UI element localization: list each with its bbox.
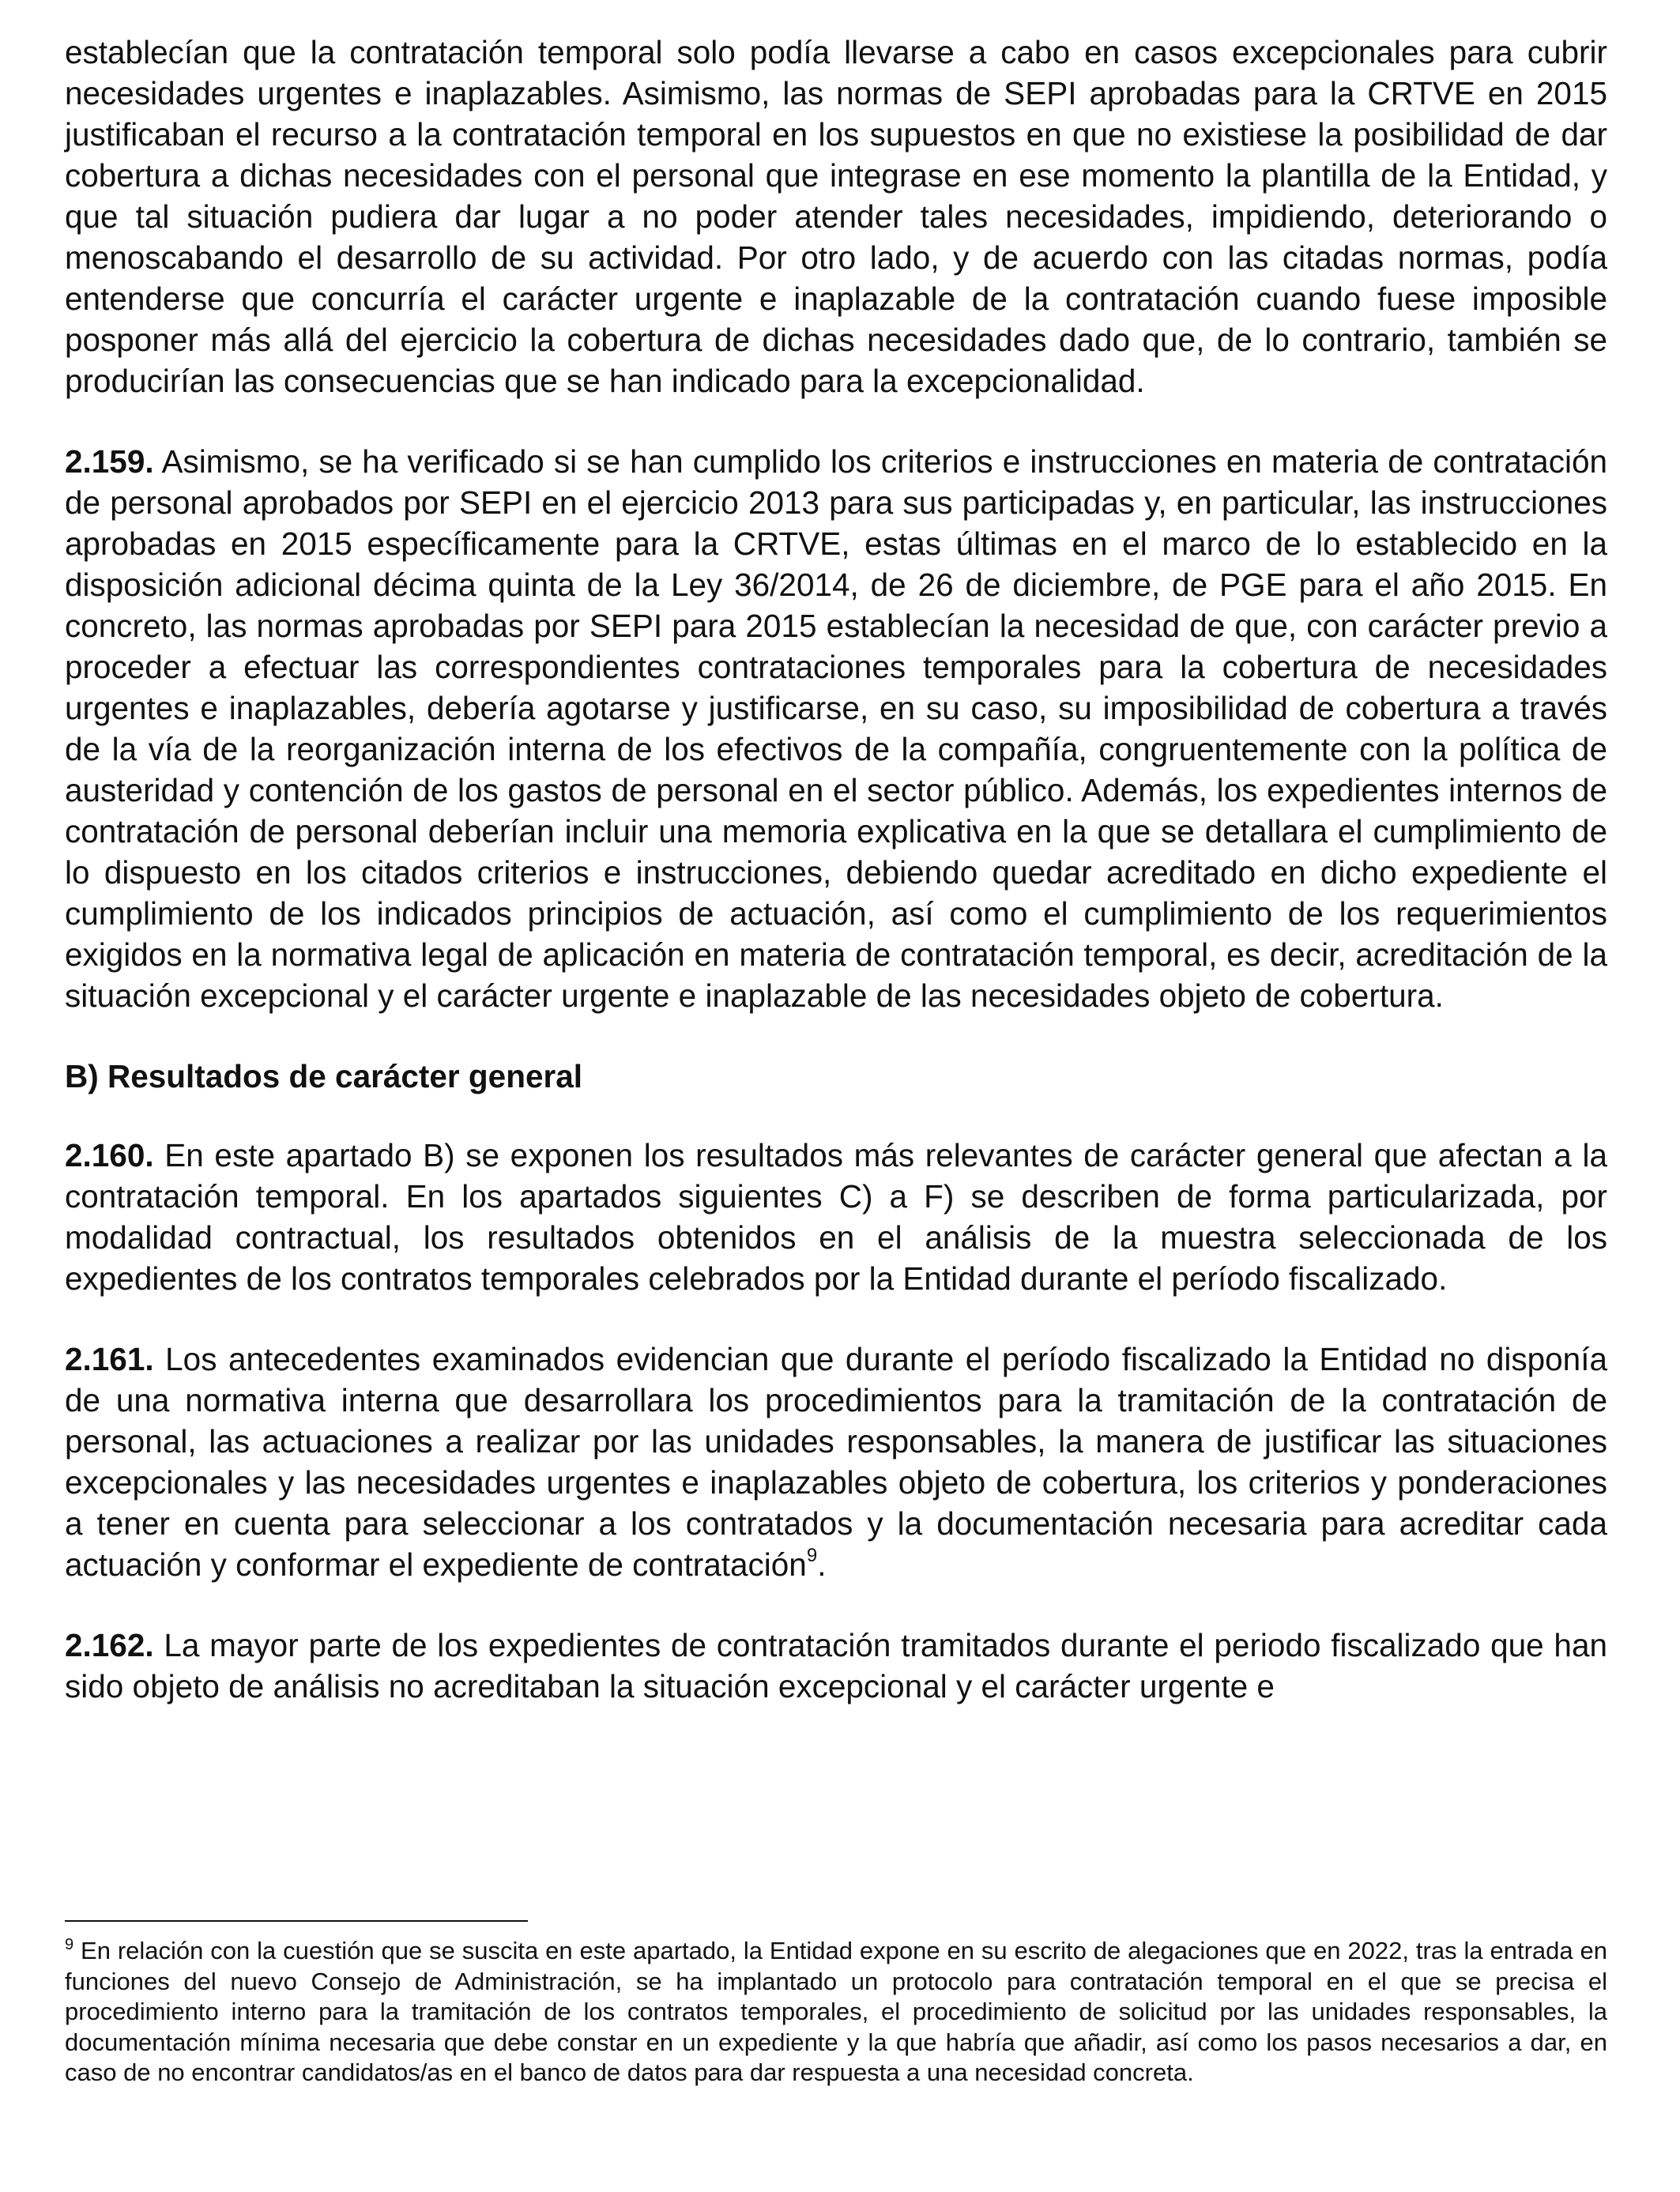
section-heading: B) Resultados de carácter general <box>65 1058 583 1094</box>
footnote-text: En relación con la cuestión que se suscita en este apartado, la Entidad expone en su escrito de alegaciones que en 2022, tras la entrada en funciones del nuevo Consejo de Administración, se ha implantado un protocolo para contratación temporal en el que se precisa el procedimiento interno para la tramitación de los contratos temporales, el procedimiento de solicitud por las unidades responsables, la documentación mínima necesaria que debe constar en un expediente y la que habría que añadir, así como los pasos necesarios a dar, en caso de no encontrar candidatos/as en el banco de datos para dar respuesta a una necesidad concreta. <box>65 1937 1607 2086</box>
document-body <box>65 32 1607 1707</box>
paragraph-number: 2.159. <box>65 443 154 480</box>
paragraph-number: 2.162. <box>65 1627 154 1663</box>
footnote-separator <box>65 1920 528 1922</box>
paragraph-2-162 <box>65 1625 1607 1707</box>
footnote <box>65 1936 1607 2088</box>
paragraph-text: Los antecedentes examinados evidencian que durante el período fiscalizado la Entidad no disponía de una normativa interna que desarrollara los procedimientos para la tramitación de la contratación de personal, las actuaciones a realizar por las unidades responsables, la manera de justificar las situaciones excepcionales y las necesidades urgentes e inaplazables objeto de cobertura, los criterios y ponderaciones a tener en cuenta para seleccionar a los contratados y la documentación necesaria para acreditar cada actuación y conformar el expediente de contratación <box>65 1341 1607 1583</box>
paragraph-number: 2.160. <box>65 1137 154 1173</box>
paragraph-text: establecían que la contratación temporal solo podía llevarse a cabo en casos excepcionales para cubrir necesidades urgentes e inaplazables. Asimismo, las normas de SEPI aprobadas para la CRTVE en 2015 justificaban el recurso a la contratación temporal en los supuestos en que no existiese la posibilidad de dar cobertura a dichas necesidades con el personal que integrase en ese momento la plantilla de la Entidad, y que tal situación pudiera dar lugar a no poder atender tales necesidades, impidiendo, deteriorando o menoscabando el desarrollo de su actividad. Por otro lado, y de acuerdo con las citadas normas, podía entenderse que concurría el carácter urgente e inaplazable de la contratación cuando fuese imposible posponer más allá del ejercicio la cobertura de dichas necesidades dado que, de lo contrario, también se producirían las consecuencias que se han indicado para la excepcionalidad. <box>65 34 1607 399</box>
paragraph-text: En este apartado B) se exponen los resultados más relevantes de carácter general que afectan a la contratación temporal. En los apartados siguientes C) a F) se describen de forma particularizada, por modalidad contractual, los resultados obtenidos en el análisis de la muestra seleccionada de los expedientes de los contratos temporales celebrados por la Entidad durante el período fiscalizado. <box>65 1137 1607 1297</box>
paragraph-text: Asimismo, se ha verificado si se han cumplido los criterios e instrucciones en materia de contratación de personal aprobados por SEPI en el ejercicio 2013 para sus participadas y, en particular, las instrucciones aprobadas en 2015 específicamente para la CRTVE, estas últimas en el marco de lo establecido en la disposición adicional décima quinta de la Ley 36/2014, de 26 de diciembre, de PGE para el año 2015. En concreto, las normas aprobadas por SEPI para 2015 establecían la necesidad de que, con carácter previo a proceder a efectuar las correspondientes contrataciones temporales para la cobertura de necesidades urgentes e inaplazables, debería agotarse y justificarse, en su caso, su imposibilidad de cobertura a través de la vía de la reorganización interna de los efectivos de la compañía, congruentemente con la política de austeridad y contención de los gastos de personal en el sector público. Además, los expedientes internos de contratación de personal deberían incluir una memoria explicativa en la que se detallara el cumplimiento de lo dispuesto en los citados criterios e instrucciones, debiendo quedar acreditado en dicho expediente el cumplimiento de los indicados principios de actuación, así como el cumplimiento de los requerimientos exigidos en la normativa legal de aplicación en materia de contratación temporal, es decir, acreditación de la situación excepcional y el carácter urgente e inaplazable de las necesidades objeto de cobertura. <box>65 443 1607 1014</box>
paragraph-number: 2.161. <box>65 1341 154 1377</box>
paragraph-text: La mayor parte de los expedientes de contratación tramitados durante el periodo fiscalizado que han sido objeto de análisis no acreditaban la situación excepcional y el carácter urgente e <box>65 1627 1607 1704</box>
footnote-reference[interactable]: 9 <box>806 1545 818 1566</box>
paragraph-continuation <box>65 32 1607 401</box>
footnote-marker: 9 <box>65 1936 74 1953</box>
paragraph-2-159 <box>65 441 1607 1016</box>
paragraph-2-160 <box>65 1135 1607 1299</box>
paragraph-end-punctuation: . <box>817 1546 827 1583</box>
paragraph-2-161 <box>65 1339 1607 1585</box>
